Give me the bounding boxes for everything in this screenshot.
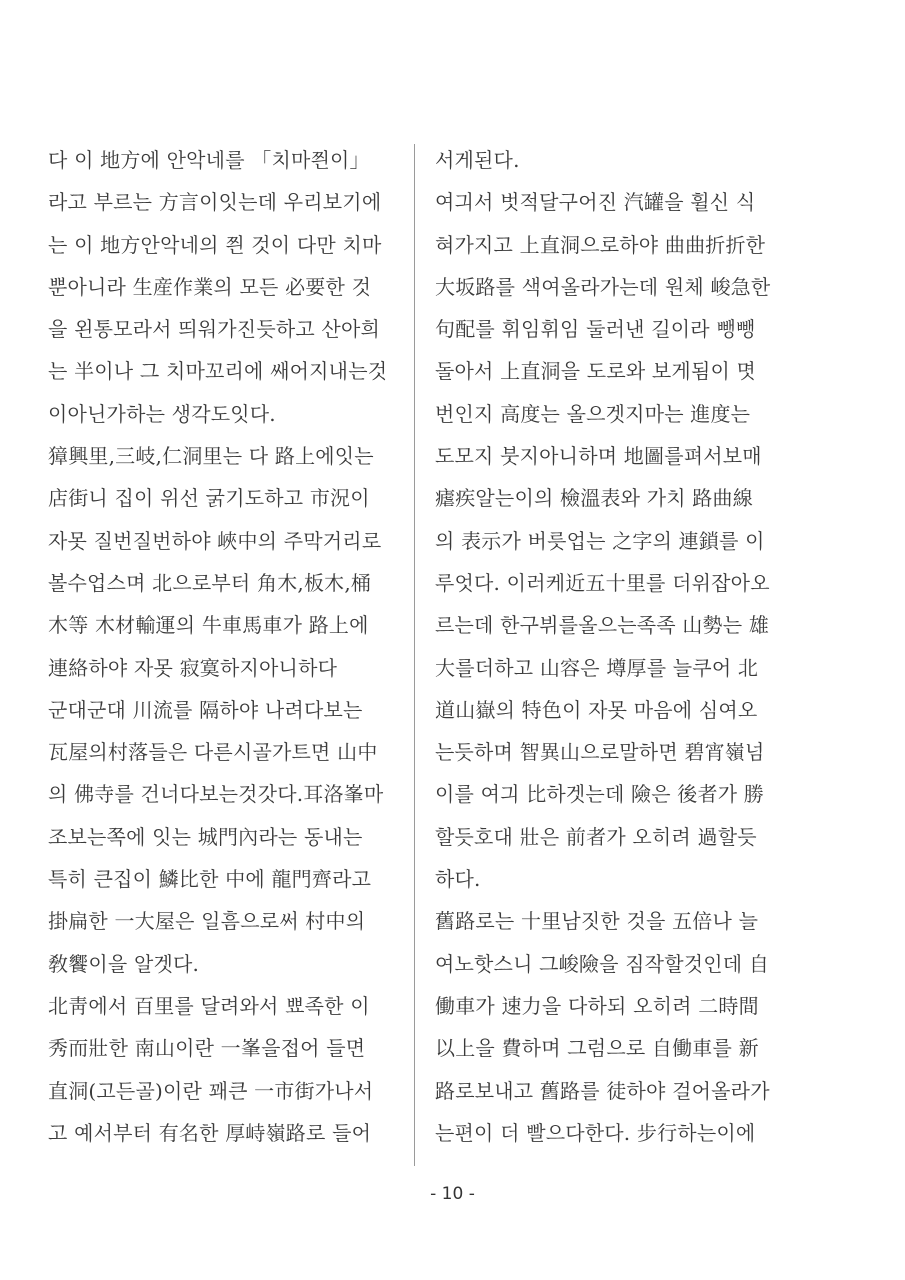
text-line: 瘧疾알는이의 檢溫表와 가치 路曲線 — [435, 486, 753, 511]
text-line: 르는데 한구뷔를올으는족족 山勢는 雄 — [435, 613, 770, 638]
text-line: 北靑에서 百里를 달려와서 뾰족한 이 — [48, 993, 370, 1018]
text-line: 木等 木材輸運의 牛車馬車가 路上에 — [48, 613, 369, 638]
text-line: 번인지 高度는 올으겟지마는 進度는 — [435, 401, 751, 426]
text-line: 고 예서부터 有名한 厚峙嶺路로 들어 — [48, 1120, 372, 1145]
page-number: - 10 - — [430, 1184, 475, 1204]
text-line: 獐興里,三岐,仁洞里는 다 路上에잇는 — [48, 444, 374, 469]
text-line: 의 表示가 버릇업는 之字의 連鎖를 이 — [435, 528, 765, 553]
text-line: 働車가 速力을 다하되 오히려 二時間 — [435, 993, 759, 1018]
text-line: 店街니 집이 위선 굵기도하고 市況이 — [48, 486, 370, 511]
text-line: 자못 질번질번하야 峽中의 주막거리로 — [48, 528, 382, 553]
text-line: 는편이 더 빨으다한다. 步行하는이에 — [435, 1120, 756, 1145]
text-line: 을 왼통모라서 띄워가진듯하고 산아희 — [48, 317, 380, 342]
text-line: 돌아서 上直洞을 도로와 보게됨이 몃 — [435, 359, 757, 384]
text-line: 혀가지고 上直洞으로하야 曲曲折折한 — [435, 232, 766, 257]
text-line: 는 이 地方안악네의 쯴 것이 다만 치마 — [48, 232, 382, 257]
text-line: 여긔서 벗적달구어진 汽罐을 휠신 식 — [435, 190, 756, 215]
text-line: 특히 큰집이 鱗比한 中에 龍門齊라고 — [48, 867, 372, 892]
text-line: 이를 여긔 比하겟는데 險은 後者가 勝 — [435, 782, 764, 807]
text-line: 여노핫스니 그峻險을 짐작할것인데 自 — [435, 951, 770, 976]
text-line: 路로보내고 舊路를 徒하야 걸어올라가 — [435, 1078, 770, 1103]
text-line: 連絡하야 자못 寂寞하지아니하다 — [48, 655, 338, 680]
left-text-column — [48, 139, 398, 1154]
text-line: 秀而壯한 南山이란 一峯을접어 들면 — [48, 1036, 366, 1061]
text-line: 의 佛寺를 건너다보는것갓다.耳洛峯마 — [48, 782, 384, 807]
column-divider — [414, 144, 415, 1166]
text-line: 掛扁한 一大屋은 일흠으로써 村中의 — [48, 909, 366, 934]
right-text-column — [435, 139, 785, 1154]
text-line: 하다. — [435, 867, 481, 892]
text-line: 는듯하며 智異山으로말하면 碧宵嶺넘 — [435, 740, 765, 765]
text-line: 군대군대 川流를 隔하야 나려다보는 — [48, 697, 363, 722]
text-line: 할듯호대 壯은 前者가 오히려 過할듯 — [435, 824, 757, 849]
text-line: 大坂路를 색여올라가는데 원체 峻急한 — [435, 274, 771, 299]
text-line: 句配를 휘임휘임 둘러낸 길이라 뺑뺑 — [435, 317, 756, 342]
text-line: 瓦屋의村落들은 다른시골가트면 山中 — [48, 740, 378, 765]
text-line: 直洞(고든골)이란 꽤큰 一市街가나서 — [48, 1078, 374, 1103]
text-line: 大를더하고 山容은 墫厚를 늘쿠어 北 — [435, 655, 759, 680]
text-line: 敎饗이을 알겟다. — [48, 951, 200, 976]
text-line: 는 半이나 그 치마꼬리에 쌔어지내는것 — [48, 359, 388, 384]
text-line: 다 이 地方에 안악네를 「치마쯴이」 — [48, 148, 370, 172]
text-line: 舊路로는 十里남짓한 것을 五倍나 늘 — [435, 909, 759, 934]
text-line: 以上을 費하며 그럼으로 自働車를 新 — [435, 1036, 759, 1061]
text-line: 볼수업스며 北으로부터 角木,板木,桶 — [48, 570, 372, 595]
text-line: 이아닌가하는 생각도잇다. — [48, 401, 276, 426]
text-line: 조보는쪽에 잇는 城門內라는 동내는 — [48, 824, 363, 849]
text-line: 루엇다. 이러케近五十里를 더위잡아오 — [435, 570, 770, 595]
text-line: 뿐아니라 生産作業의 모든 必要한 것 — [48, 274, 372, 299]
text-line: 서게된다. — [435, 148, 520, 172]
text-line: 도모지 붓지아니하며 地圖를펴서보매 — [435, 444, 762, 469]
text-line: 道山嶽의 特色이 자못 마음에 심여오 — [435, 697, 758, 722]
text-line: 라고 부르는 方言이잇는데 우리보기에 — [48, 190, 382, 215]
